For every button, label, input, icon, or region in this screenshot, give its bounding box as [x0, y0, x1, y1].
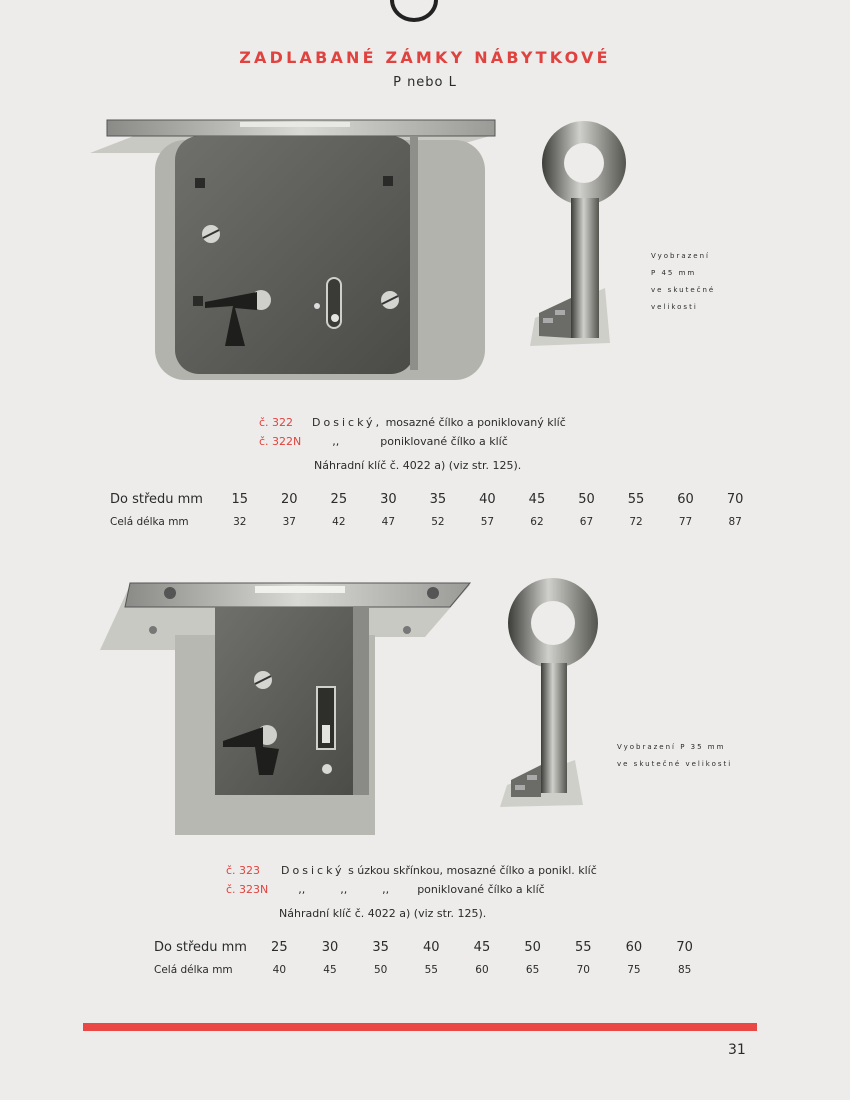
lock-323n-item	[226, 883, 545, 896]
row-label: Celá délka mm	[110, 516, 189, 528]
item-code: č. 323N	[226, 883, 269, 896]
table-cell: 30	[321, 939, 339, 955]
table-cell: 42	[332, 516, 346, 528]
table-row-cela-delka	[154, 959, 710, 981]
lock-322n-item	[259, 435, 508, 448]
table-cell: 62	[530, 516, 544, 528]
footer-red-bar	[83, 1023, 757, 1031]
table-cell: 35	[429, 491, 447, 507]
table-cell: 70	[676, 939, 693, 955]
lock-322-dimensions-table	[110, 487, 760, 533]
table-cell: 50	[578, 491, 595, 507]
page-title: ZADLABANÉ ZÁMKY NÁBYTKOVÉ	[239, 48, 611, 67]
table-row-do-stredu	[154, 935, 710, 959]
table-cell: 65	[525, 964, 540, 976]
lock-323-spare-key: Náhradní klíč č. 4022 a) (viz str. 125).	[279, 907, 487, 920]
table-cell: 25	[271, 939, 288, 955]
table-cell: 60	[475, 964, 489, 976]
item-code: č. 322N	[259, 435, 302, 448]
lock-323-dimensions-table	[154, 935, 710, 981]
table-cell: 77	[678, 516, 693, 528]
table-cell: 57	[480, 516, 495, 528]
table-cell: 67	[579, 516, 594, 528]
table-cell: 55	[627, 491, 645, 507]
page-number: 31	[728, 1042, 746, 1058]
table-cell: 75	[627, 964, 641, 976]
lock-323-item	[226, 864, 597, 877]
table-row-do-stredu	[110, 487, 760, 511]
item-code: č. 322	[259, 416, 294, 429]
table-cell: 50	[373, 964, 388, 976]
table-cell: 50	[524, 939, 541, 955]
key-p35-illustration	[495, 575, 610, 810]
table-cell: 85	[677, 964, 692, 976]
lock-322-illustration	[85, 110, 505, 395]
table-cell: 45	[323, 964, 337, 976]
table-cell: 60	[677, 491, 694, 507]
table-cell: 40	[479, 491, 496, 507]
table-cell: 60	[625, 939, 643, 955]
ditto-mark: ,, ,, ,,	[298, 883, 390, 896]
item-description: poniklované čílko a klíč	[380, 435, 508, 448]
table-cell: 87	[728, 516, 742, 528]
item-description: s úzkou skřínkou, mosazné čílko a ponikl. klíč	[348, 864, 597, 877]
table-cell: 25	[330, 491, 348, 507]
row-label: Celá délka mm	[154, 964, 233, 976]
item-description: poniklované čílko a klíč	[417, 883, 545, 896]
table-cell: 70	[576, 964, 590, 976]
table-cell: 72	[629, 516, 643, 528]
table-cell: 47	[381, 516, 396, 528]
key-p45-illustration	[525, 118, 635, 353]
lock-322-item	[259, 416, 566, 429]
table-cell: 35	[372, 939, 389, 955]
table-cell: 37	[282, 516, 296, 528]
lock-322-spare-key: Náhradní klíč č. 4022 a) (viz str. 125).	[314, 459, 522, 472]
table-cell: 45	[473, 939, 491, 955]
table-cell: 40	[423, 939, 440, 955]
item-name: Dosický	[281, 864, 345, 877]
table-cell: 30	[380, 491, 397, 507]
table-cell: 55	[424, 964, 438, 976]
item-description: mosazné čílko a poniklovaný klíč	[385, 416, 566, 429]
table-cell: 70	[726, 491, 744, 507]
top-ring-ornament	[390, 0, 438, 22]
table-cell: 32	[233, 516, 247, 528]
lock-322-caption: Vyobrazení P 45 mm ve skutečné velikosti	[651, 252, 716, 311]
table-row-cela-delka	[110, 511, 760, 533]
table-cell: 40	[272, 964, 287, 976]
table-cell: 55	[574, 939, 592, 955]
lock-323-caption: Vyobrazení P 35 mm ve skutečné velikosti	[617, 743, 733, 768]
table-cell: 45	[528, 491, 546, 507]
lock-323-illustration	[95, 575, 475, 840]
row-label: Do středu mm	[154, 939, 247, 955]
ditto-mark: ,,	[332, 435, 340, 448]
item-name: Dosický,	[312, 416, 383, 429]
table-cell: 15	[231, 491, 249, 507]
row-label: Do středu mm	[110, 491, 203, 507]
table-cell: 52	[431, 516, 445, 528]
item-code: č. 323	[226, 864, 261, 877]
table-cell: 20	[281, 491, 298, 507]
page-subtitle: P nebo L	[393, 75, 457, 90]
